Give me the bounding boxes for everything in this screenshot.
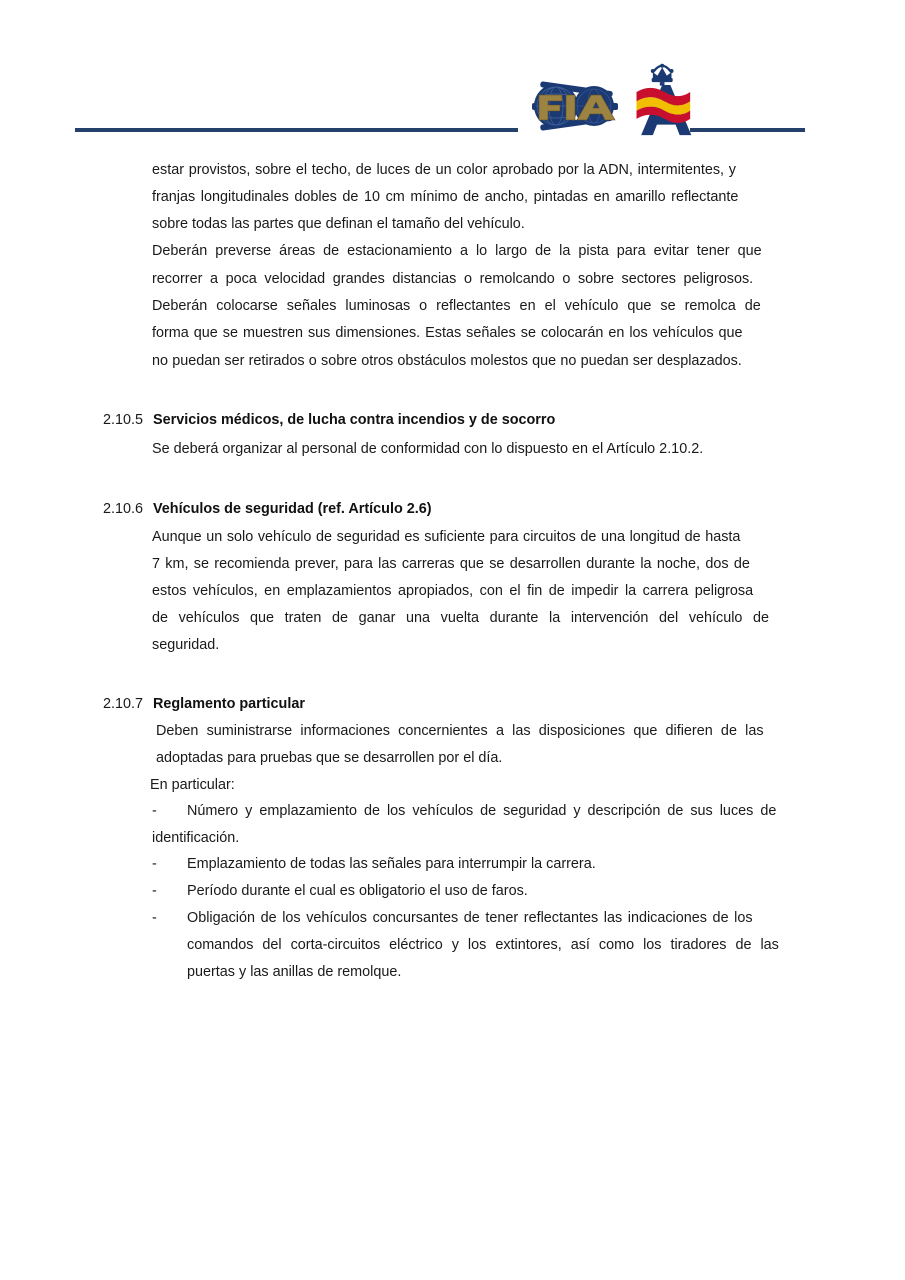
paragraph-line: Deben suministrarse informaciones concernientes a las disposiciones que difieren de las	[156, 723, 764, 739]
section-title-2-10-5: Servicios médicos, de lucha contra incendios y de socorro	[153, 412, 556, 428]
paragraph-line: adoptadas para pruebas que se desarrollen por el día.	[156, 750, 503, 766]
crown-icon	[651, 64, 674, 86]
section-number-2-10-7: 2.10.7	[103, 696, 144, 712]
section-number-2-10-5: 2.10.5	[103, 412, 144, 428]
bullet-marker: -	[152, 803, 157, 819]
paragraph-line: 7 km, se recomienda prever, para las carreras que se desarrollen durante la noche, dos de	[152, 556, 750, 572]
paragraph-line: seguridad.	[152, 637, 220, 653]
bullet-marker: -	[152, 910, 157, 926]
paragraph-line: estar provistos, sobre el techo, de luces de un color aprobado por la ADN, intermitentes, y	[152, 162, 736, 178]
spanish-flag-icon	[637, 88, 691, 123]
bullet-marker: -	[152, 856, 157, 872]
bullet-line: Período durante el cual es obligatorio el uso de faros.	[187, 883, 528, 899]
fia-logo	[525, 78, 625, 134]
header-rule-left	[75, 128, 518, 132]
bullet-line: puertas y las anillas de remolque.	[187, 964, 402, 980]
paragraph-line: forma que se muestren sus dimensiones. Estas señales se colocarán en los vehículos que	[152, 325, 743, 341]
paragraph-line: Aunque un solo vehículo de seguridad es suficiente para circuitos de una longitud de hasta	[152, 529, 741, 545]
header-rule-right	[690, 128, 805, 132]
bullet-line: comandos del corta-circuitos eléctrico y los extintores, así como los tiradores de las	[187, 937, 779, 953]
paragraph-line: sobre todas las partes que definan el tamaño del vehículo.	[152, 216, 525, 232]
paragraph-line: Deberán colocarse señales luminosas o reflectantes en el vehículo que se remolca de	[152, 298, 761, 314]
section-number-2-10-6: 2.10.6	[103, 501, 144, 517]
paragraph-line: de vehículos que traten de ganar una vuelta durante la intervención del vehículo de	[152, 610, 770, 626]
paragraph-line: estos vehículos, en emplazamientos apropiados, con el fin de impedir la carrera peligrosa	[152, 583, 754, 599]
paragraph-line: Se deberá organizar al personal de conformidad con lo dispuesto en el Artículo 2.10.2.	[152, 441, 704, 457]
paragraph-line: Deberán preverse áreas de estacionamiento a lo largo de la pista para evitar tener que	[152, 243, 762, 259]
bullet-line: Emplazamiento de todas las señales para interrumpir la carrera.	[187, 856, 596, 872]
section-title-2-10-6: Vehículos de seguridad (ref. Artículo 2.6)	[153, 501, 432, 517]
bullet-marker: -	[152, 883, 157, 899]
paragraph-line: no puedan ser retirados o sobre otros obstáculos molestos que no puedan ser desplazados.	[152, 353, 742, 369]
rfeda-logo	[633, 58, 703, 140]
lead-in-text: En particular:	[150, 777, 235, 793]
paragraph-line: franjas longitudinales dobles de 10 cm mínimo de ancho, pintadas en amarillo reflectante	[152, 189, 739, 205]
header-logos	[525, 58, 700, 140]
bullet-line: Número y emplazamiento de los vehículos de seguridad y descripción de sus luces de	[187, 803, 777, 819]
section-title-2-10-7: Reglamento particular	[153, 696, 305, 712]
paragraph-line: recorrer a poca velocidad grandes distancias o remolcando o sobre sectores peligrosos.	[152, 271, 754, 287]
bullet-line: Obligación de los vehículos concursantes de tener reflectantes las indicaciones de los	[187, 910, 753, 926]
bullet-line: identificación.	[152, 830, 240, 846]
page-header	[0, 0, 905, 150]
